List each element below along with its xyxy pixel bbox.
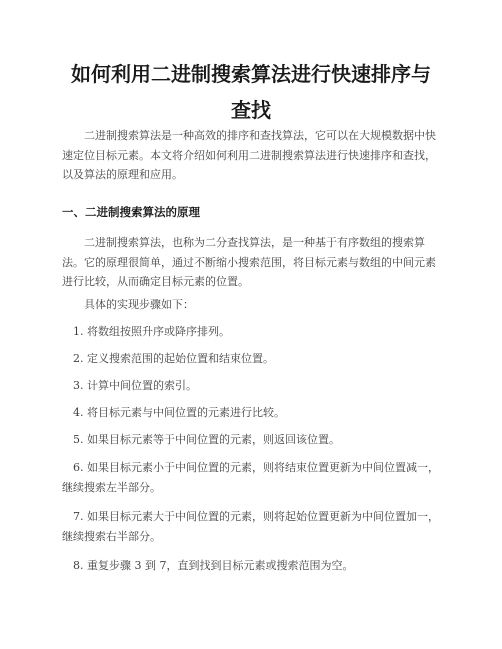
principle-paragraph: 二进制搜索算法，也称为二分查找算法，是一种基于有序数组的搜索算法。它的原理很简单，通过不断缩小搜索范围，将目标元素与数组的中间元素进行比较，从而确定目标元素的位置。	[62, 236, 436, 288]
steps-intro: 具体的实现步骤如下：	[84, 298, 194, 311]
section-heading: 一、二进制搜索算法的原理	[62, 205, 200, 219]
intro-paragraph: 二进制搜索算法是一种高效的排序和查找算法，它可以在大规模数据中快速定位目标元素。本文将介绍如何利用二进制搜索算法进行快速排序和查找，以及算法的原理和应用。	[62, 129, 436, 181]
list-item: 7. 如果目标元素大于中间位置的元素，则将起始位置更新为中间位置加一，继续搜索右半部分。	[62, 510, 439, 543]
list-item: 6. 如果目标元素小于中间位置的元素，则将结束位置更新为中间位置减一，继续搜索左半部分。	[62, 461, 439, 494]
list-item: 2. 定义搜索范围的起始位置和结束位置。	[73, 352, 274, 365]
list-item: 1. 将数组按照升序或降序排列。	[73, 325, 230, 338]
document-title: 如何利用二进制搜索算法进行快速排序与查找	[71, 62, 431, 122]
list-item: 4. 将目标元素与中间位置的元素进行比较。	[73, 406, 285, 419]
list-item: 3. 计算中间位置的索引。	[73, 379, 197, 392]
list-item: 8. 重复步骤 3 到 7，直到找到目标元素或搜索范围为空。	[73, 559, 354, 572]
list-item: 5. 如果目标元素等于中间位置的元素，则返回该位置。	[73, 433, 340, 446]
